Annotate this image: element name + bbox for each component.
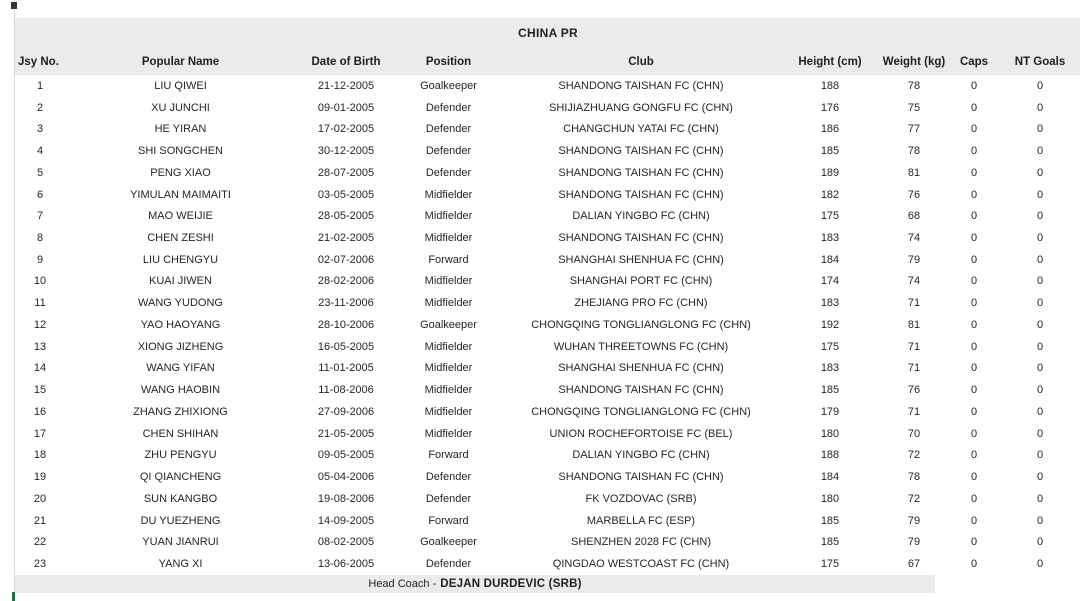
- cell[interactable]: 185: [820, 384, 840, 397]
- cell[interactable]: Goalkeeper: [420, 318, 477, 331]
- cell[interactable]: CHONGQING TONGLIANGLONG FC (CHN): [531, 318, 751, 331]
- cell[interactable]: 183: [820, 362, 840, 375]
- cell[interactable]: SUN KANGBO: [143, 492, 218, 505]
- cell[interactable]: 0: [970, 492, 978, 505]
- cell[interactable]: XIONG JIZHENG: [137, 340, 224, 353]
- cell[interactable]: 7: [36, 210, 44, 223]
- cell[interactable]: 9: [36, 253, 44, 266]
- cell[interactable]: 180: [820, 492, 840, 505]
- cell[interactable]: Defender: [425, 558, 472, 571]
- cell[interactable]: Goalkeeper: [420, 536, 477, 549]
- cell[interactable]: 0: [970, 405, 978, 418]
- table-row: [15, 292, 1080, 314]
- cell[interactable]: 185: [820, 145, 840, 158]
- table-row: [15, 314, 1080, 336]
- cell[interactable]: 0: [970, 210, 978, 223]
- cell[interactable]: 3: [36, 123, 44, 136]
- cell[interactable]: MAO WEIJIE: [148, 210, 213, 223]
- cell[interactable]: 08-02-2005: [317, 536, 375, 549]
- cell[interactable]: 175: [820, 340, 840, 353]
- cell[interactable]: 0: [970, 340, 978, 353]
- cell[interactable]: 71: [907, 405, 921, 418]
- cell[interactable]: ZHEJIANG PRO FC (CHN): [574, 297, 708, 310]
- table-row: [15, 140, 1080, 162]
- cell[interactable]: 175: [820, 558, 840, 571]
- table-row: [15, 488, 1080, 510]
- cell[interactable]: WANG YIFAN: [146, 362, 215, 375]
- cell[interactable]: PENG XIAO: [150, 166, 211, 179]
- cell[interactable]: 17: [33, 427, 47, 440]
- cell[interactable]: SHIJIAZHUANG GONGFU FC (CHN): [549, 101, 733, 114]
- table-row: [15, 510, 1080, 532]
- table-row: [15, 423, 1080, 445]
- cell[interactable]: 79: [907, 536, 921, 549]
- cell[interactable]: CHEN ZESHI: [147, 232, 214, 244]
- team-title[interactable]: CHINA PR: [15, 18, 1080, 48]
- cell[interactable]: 23: [33, 558, 47, 571]
- cell[interactable]: 14-09-2005: [317, 514, 375, 527]
- cell[interactable]: Midfielder: [424, 232, 473, 244]
- cell[interactable]: 176: [820, 101, 840, 114]
- selection-green-icon: [12, 592, 15, 601]
- cell[interactable]: 0: [1036, 362, 1044, 375]
- cell[interactable]: 0: [970, 449, 978, 462]
- cell[interactable]: 0: [1036, 471, 1044, 484]
- cell[interactable]: 19-08-2006: [317, 492, 375, 505]
- cell[interactable]: Goalkeeper: [420, 79, 477, 92]
- cell[interactable]: 0: [970, 558, 978, 571]
- cell[interactable]: 188: [820, 79, 840, 92]
- header-date-of-birth[interactable]: Date of Birth: [296, 48, 396, 75]
- cell[interactable]: 0: [1036, 123, 1044, 136]
- cell[interactable]: 16: [33, 405, 47, 418]
- cell[interactable]: 21-02-2005: [317, 232, 375, 244]
- cell[interactable]: 184: [820, 253, 840, 266]
- cell[interactable]: SHANDONG TAISHAN FC (CHN): [558, 471, 724, 484]
- cell[interactable]: Forward: [428, 449, 469, 462]
- cell[interactable]: Midfielder: [424, 297, 473, 310]
- cell[interactable]: UNION ROCHEFORTOISE FC (BEL): [549, 427, 733, 440]
- table-row: [15, 184, 1080, 206]
- cell[interactable]: 28-07-2005: [317, 166, 375, 179]
- header-club[interactable]: Club: [501, 48, 781, 75]
- cell[interactable]: SHANGHAI SHENHUA FC (CHN): [558, 253, 724, 266]
- cell[interactable]: 22: [33, 536, 47, 549]
- cell[interactable]: 0: [970, 188, 978, 201]
- cell[interactable]: 0: [970, 166, 978, 179]
- head-coach-bar: [15, 575, 935, 593]
- cell[interactable]: XU JUNCHI: [151, 101, 210, 114]
- table-row: [15, 205, 1080, 227]
- table-row: [15, 336, 1080, 358]
- cell[interactable]: CHONGQING TONGLIANGLONG FC (CHN): [531, 405, 751, 418]
- cell[interactable]: 0: [1036, 558, 1044, 571]
- table-row: [15, 466, 1080, 488]
- cell[interactable]: 0: [970, 427, 978, 440]
- roster-table: [15, 18, 1080, 575]
- cell[interactable]: 0: [1036, 514, 1044, 527]
- cell[interactable]: Midfielder: [424, 362, 473, 375]
- cell[interactable]: Forward: [428, 253, 469, 266]
- cell[interactable]: WANG HAOBIN: [140, 384, 221, 397]
- cell[interactable]: 0: [1036, 340, 1044, 353]
- cell[interactable]: 0: [970, 275, 978, 288]
- table-row: [15, 379, 1080, 401]
- cell[interactable]: SHANDONG TAISHAN FC (CHN): [558, 79, 724, 92]
- cell[interactable]: 78: [907, 79, 921, 92]
- cell[interactable]: 0: [970, 253, 978, 266]
- cell[interactable]: 11: [34, 297, 46, 310]
- cell[interactable]: 67: [907, 558, 921, 571]
- cell[interactable]: YIMULAN MAIMAITI: [130, 188, 231, 201]
- cell[interactable]: 17-02-2005: [317, 123, 375, 136]
- cell[interactable]: WANG YUDONG: [138, 297, 223, 310]
- cell[interactable]: 79: [907, 253, 921, 266]
- cell[interactable]: 27-09-2006: [317, 405, 375, 418]
- cell[interactable]: 185: [820, 514, 840, 527]
- cell[interactable]: 0: [1036, 101, 1044, 114]
- cell[interactable]: ZHANG ZHIXIONG: [133, 405, 228, 418]
- header-popular-name[interactable]: Popular Name: [65, 48, 296, 75]
- cell[interactable]: 16-05-2005: [317, 340, 375, 353]
- cell[interactable]: Defender: [425, 123, 472, 136]
- header-weight[interactable]: Weight (kg): [879, 48, 949, 75]
- table-row: [15, 358, 1080, 380]
- cell[interactable]: 10: [33, 275, 47, 288]
- cell[interactable]: 76: [907, 188, 921, 201]
- cell[interactable]: SHANGHAI PORT FC (CHN): [569, 275, 713, 288]
- cell[interactable]: 14: [33, 362, 47, 375]
- head-coach-label: Head Coach -: [368, 578, 437, 590]
- cell[interactable]: DU YUEZHENG: [140, 514, 221, 527]
- cell[interactable]: 0: [970, 514, 978, 527]
- cell[interactable]: 0: [970, 362, 978, 375]
- cell[interactable]: 18: [33, 449, 47, 462]
- cell[interactable]: Midfielder: [424, 427, 473, 440]
- cell[interactable]: 0: [1036, 253, 1044, 266]
- cell[interactable]: CHANGCHUN YATAI FC (CHN): [563, 123, 719, 136]
- cell[interactable]: 11-01-2005: [318, 362, 374, 375]
- table-row: [15, 553, 1080, 575]
- cell[interactable]: SHANDONG TAISHAN FC (CHN): [558, 384, 724, 397]
- table-row: [15, 118, 1080, 140]
- cell[interactable]: 78: [907, 471, 921, 484]
- cell[interactable]: 11-08-2006: [318, 384, 374, 397]
- header-jsy-no[interactable]: Jsy No.: [15, 48, 65, 75]
- cell[interactable]: 0: [970, 536, 978, 549]
- cell[interactable]: 30-12-2005: [317, 145, 375, 158]
- cell[interactable]: 0: [1036, 145, 1044, 158]
- cell[interactable]: 0: [1036, 384, 1044, 397]
- cell[interactable]: ZHU PENGYU: [144, 449, 217, 462]
- cell[interactable]: CHEN SHIHAN: [142, 427, 219, 440]
- cell[interactable]: 09-05-2005: [317, 449, 375, 462]
- cell[interactable]: 0: [970, 297, 978, 310]
- cell[interactable]: YAO HAOYANG: [140, 318, 221, 331]
- cell[interactable]: 72: [907, 492, 921, 505]
- cell[interactable]: 28-05-2005: [317, 210, 375, 223]
- header-position[interactable]: Position: [396, 48, 501, 75]
- cell[interactable]: 183: [820, 297, 840, 310]
- cell[interactable]: 72: [907, 449, 921, 462]
- cell[interactable]: 71: [907, 297, 921, 310]
- cell[interactable]: LIU QIWEI: [154, 79, 207, 92]
- cell[interactable]: 0: [970, 318, 978, 331]
- cell[interactable]: 186: [820, 123, 840, 136]
- cell[interactable]: 0: [1036, 232, 1044, 244]
- cell[interactable]: QI QIANCHENG: [139, 471, 222, 484]
- cell[interactable]: 0: [1036, 297, 1044, 310]
- cell[interactable]: 21-05-2005: [317, 427, 375, 440]
- cell[interactable]: SHANDONG TAISHAN FC (CHN): [558, 188, 724, 201]
- cell[interactable]: Midfielder: [424, 188, 473, 201]
- cell[interactable]: 0: [1036, 405, 1044, 418]
- cell[interactable]: 28-10-2006: [317, 318, 375, 331]
- cell[interactable]: 185: [820, 536, 840, 549]
- cell[interactable]: LIU CHENGYU: [142, 253, 219, 266]
- cell[interactable]: 05-04-2006: [317, 471, 375, 484]
- cell[interactable]: SHANDONG TAISHAN FC (CHN): [558, 166, 724, 179]
- cell[interactable]: DALIAN YINGBO FC (CHN): [572, 449, 710, 462]
- cell[interactable]: 20: [33, 492, 47, 505]
- cell[interactable]: Midfielder: [424, 384, 473, 397]
- cell[interactable]: 0: [1036, 492, 1044, 505]
- cell[interactable]: 70: [907, 427, 921, 440]
- cell[interactable]: Defender: [425, 101, 472, 114]
- cell[interactable]: 77: [907, 123, 921, 136]
- cell[interactable]: 0: [970, 101, 978, 114]
- cell[interactable]: 13-06-2005: [317, 558, 375, 571]
- roster-table-area: [15, 18, 1080, 575]
- table-row: [15, 162, 1080, 184]
- cell[interactable]: 09-01-2005: [317, 101, 375, 114]
- table-row: [15, 401, 1080, 423]
- cell[interactable]: 180: [820, 427, 840, 440]
- cell[interactable]: 71: [907, 362, 921, 375]
- cell[interactable]: Midfielder: [424, 210, 473, 223]
- cell[interactable]: 68: [907, 210, 921, 223]
- cell[interactable]: 8: [36, 232, 44, 244]
- cell[interactable]: 0: [1036, 427, 1044, 440]
- cell[interactable]: QINGDAO WESTCOAST FC (CHN): [552, 558, 730, 571]
- cell[interactable]: 0: [970, 232, 978, 244]
- cell[interactable]: 81: [907, 166, 921, 179]
- cell[interactable]: 0: [970, 79, 978, 92]
- cell[interactable]: 0: [1036, 166, 1044, 179]
- table-row: [15, 227, 1080, 249]
- cell[interactable]: Forward: [428, 514, 469, 527]
- cell[interactable]: Defender: [425, 166, 472, 179]
- cell[interactable]: 23-11-2006: [318, 297, 374, 310]
- head-coach-name: DEJAN DURDEVIC (SRB): [440, 578, 582, 590]
- table-row: [15, 531, 1080, 553]
- cell[interactable]: 5: [36, 166, 44, 179]
- cell[interactable]: MARBELLA FC (ESP): [586, 514, 696, 527]
- cell[interactable]: 81: [907, 318, 921, 331]
- cell[interactable]: Midfielder: [424, 275, 473, 288]
- table-row: [15, 444, 1080, 466]
- cell[interactable]: 28-02-2006: [317, 275, 375, 288]
- cell[interactable]: KUAI JIWEN: [149, 275, 212, 288]
- table-row: [15, 97, 1080, 119]
- cell[interactable]: 71: [907, 340, 921, 353]
- cell[interactable]: 79: [907, 514, 921, 527]
- table-header-row: [15, 48, 1080, 75]
- header-height[interactable]: Height (cm): [781, 48, 879, 75]
- cell[interactable]: 0: [1036, 79, 1044, 92]
- cell[interactable]: SHENZHEN 2028 FC (CHN): [571, 536, 711, 549]
- cell[interactable]: SHANDONG TAISHAN FC (CHN): [558, 145, 724, 158]
- cell[interactable]: SHANGHAI SHENHUA FC (CHN): [558, 362, 724, 375]
- cell[interactable]: Midfielder: [424, 340, 473, 353]
- cell[interactable]: 174: [820, 275, 840, 288]
- cell[interactable]: 02-07-2006: [317, 253, 375, 266]
- cell[interactable]: Midfielder: [424, 405, 473, 418]
- cell[interactable]: 0: [1036, 210, 1044, 223]
- cell[interactable]: 6: [36, 188, 44, 201]
- cell[interactable]: 0: [970, 145, 978, 158]
- cell[interactable]: 182: [820, 188, 840, 201]
- header-nt-goals[interactable]: NT Goals: [999, 48, 1080, 75]
- cell[interactable]: 21-12-2005: [317, 79, 375, 92]
- cell[interactable]: 0: [970, 471, 978, 484]
- cell[interactable]: 189: [820, 166, 840, 179]
- cell[interactable]: 0: [970, 123, 978, 136]
- cell[interactable]: 188: [820, 449, 840, 462]
- table-row: [15, 75, 1080, 97]
- cell[interactable]: 03-05-2005: [317, 188, 375, 201]
- cell[interactable]: HE YIRAN: [154, 123, 207, 136]
- cell[interactable]: DALIAN YINGBO FC (CHN): [572, 210, 710, 223]
- cell[interactable]: YANG XI: [158, 558, 203, 571]
- header-caps[interactable]: Caps: [949, 48, 999, 75]
- cell[interactable]: 78: [907, 145, 921, 158]
- cell[interactable]: 2: [36, 101, 44, 114]
- cell[interactable]: 75: [907, 101, 921, 114]
- cell[interactable]: 0: [1036, 275, 1044, 288]
- cell[interactable]: 4: [36, 145, 44, 158]
- cell[interactable]: 74: [907, 232, 921, 244]
- cell[interactable]: 0: [1036, 536, 1044, 549]
- cell[interactable]: Defender: [425, 145, 472, 158]
- table-body: [15, 75, 1080, 575]
- cell[interactable]: 0: [1036, 188, 1044, 201]
- cell[interactable]: 21: [33, 514, 47, 527]
- cell[interactable]: 192: [820, 318, 840, 331]
- cell[interactable]: FK VOZDOVAC (SRB): [585, 492, 697, 505]
- cell[interactable]: 12: [33, 318, 47, 331]
- cell[interactable]: WUHAN THREETOWNS FC (CHN): [553, 340, 729, 353]
- cell[interactable]: 19: [33, 471, 47, 484]
- cell[interactable]: YUAN JIANRUI: [142, 536, 219, 549]
- cell[interactable]: Defender: [425, 471, 472, 484]
- selection-mark-icon: [11, 2, 17, 9]
- cell[interactable]: 0: [970, 384, 978, 397]
- cell[interactable]: SHI SONGCHEN: [138, 145, 223, 158]
- table-row: [15, 271, 1080, 293]
- cell[interactable]: 183: [820, 232, 840, 244]
- cell[interactable]: 74: [907, 275, 921, 288]
- cell[interactable]: 0: [1036, 449, 1044, 462]
- cell[interactable]: 15: [33, 384, 47, 397]
- cell[interactable]: 1: [36, 79, 44, 92]
- cell[interactable]: Defender: [425, 492, 472, 505]
- cell[interactable]: 13: [33, 340, 47, 353]
- cell[interactable]: 179: [820, 405, 840, 418]
- cell[interactable]: 184: [820, 471, 840, 484]
- cell[interactable]: 0: [1036, 318, 1044, 331]
- cell[interactable]: 76: [907, 384, 921, 397]
- cell[interactable]: 175: [820, 210, 840, 223]
- table-row: [15, 249, 1080, 271]
- cell[interactable]: SHANDONG TAISHAN FC (CHN): [558, 232, 724, 244]
- table-title-row: [15, 18, 1080, 48]
